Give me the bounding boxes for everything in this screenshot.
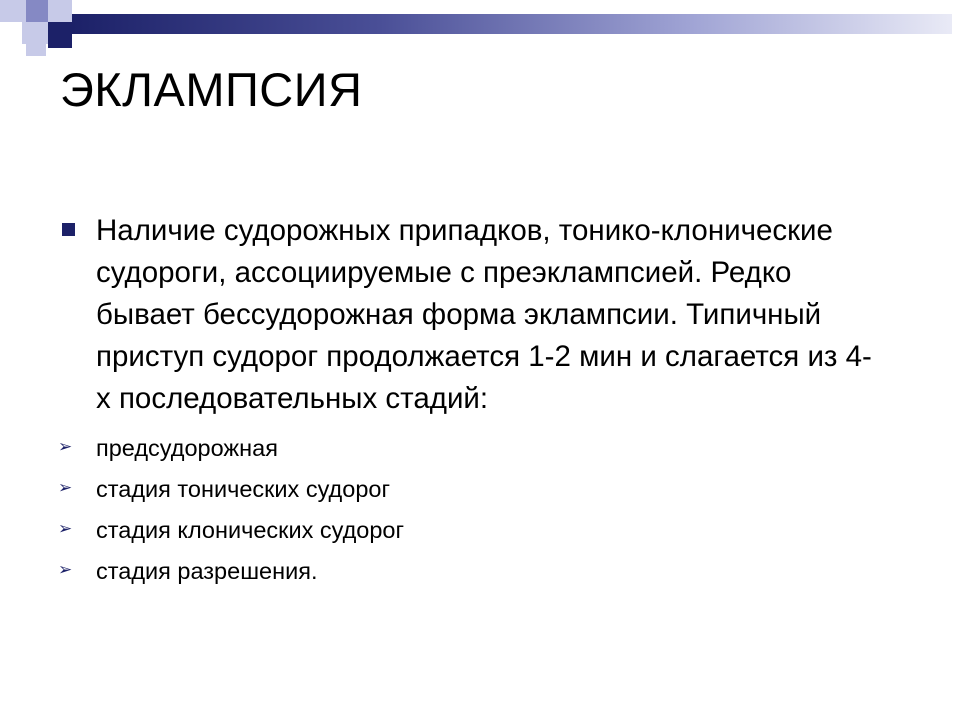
arrow-bullet-icon: ➢ (58, 560, 73, 579)
header-gradient-bar (72, 14, 952, 34)
main-bullet-text: Наличие судорожных припадков, тонико-клонические судороги, ассоциируемые с преэклампсией. Редко бывает бессудорожная форма эклампсии. Типичный приступ судорог продолжается 1-2 мин и слагается из 4-х последовательных стадий: (96, 214, 872, 415)
arrow-bullet-icon: ➢ (58, 478, 73, 497)
list-item (56, 469, 916, 510)
arrow-bullet-icon: ➢ (58, 519, 73, 538)
decorative-square (26, 0, 48, 22)
decorative-square (48, 22, 72, 48)
decorative-square (22, 22, 48, 44)
decorative-square (48, 0, 72, 22)
stage-label: предсудорожная (96, 435, 278, 461)
arrow-bullet-icon: ➢ (58, 437, 73, 456)
list-item (56, 551, 916, 592)
square-bullet-icon (62, 223, 75, 236)
stage-label: стадия разрешения. (96, 558, 318, 584)
stages-list (56, 428, 916, 592)
decorative-square (0, 0, 26, 22)
stage-label: стадия клонических судорог (96, 517, 405, 543)
slide-title: ЭКЛАМПСИЯ (60, 63, 363, 116)
main-bullet-item (56, 210, 876, 420)
stage-label: стадия тонических судорог (96, 476, 391, 502)
slide-body (56, 210, 916, 592)
decorative-square (26, 44, 46, 56)
list-item (56, 510, 916, 551)
list-item (56, 428, 916, 469)
